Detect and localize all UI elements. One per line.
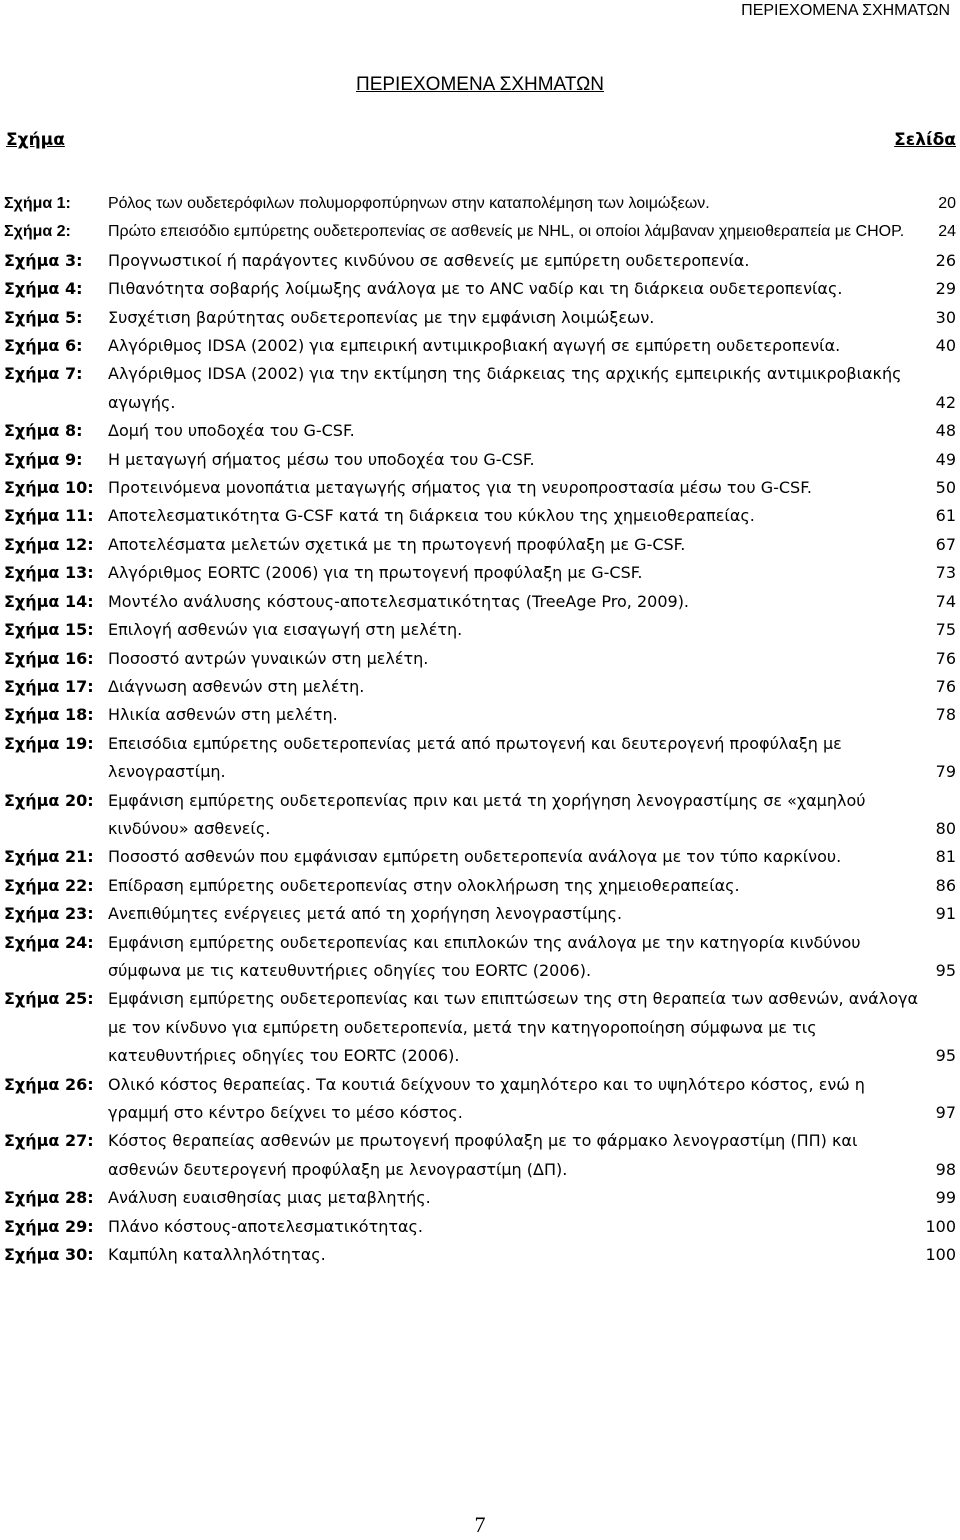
figure-entry — [0, 645, 960, 673]
figure-label: Σχήμα 15: — [4, 620, 94, 640]
figure-page-number: 76 — [935, 648, 956, 668]
figure-page-number: 81 — [935, 847, 956, 867]
figure-entry — [0, 616, 960, 644]
figure-entry — [0, 673, 960, 701]
figure-entry — [0, 588, 960, 616]
figure-entry — [0, 247, 960, 275]
figure-label: Σχήμα 14: — [4, 591, 94, 611]
figure-label: Σχήμα 1: — [4, 195, 71, 212]
figure-page-number: 48 — [935, 421, 956, 441]
figure-entry — [0, 1184, 960, 1212]
figure-caption: Επεισόδια εμπύρετης ουδετεροπενίας μετά από πρωτογενή και δευτερογενή προφύλαξη με λενογραστίμη. — [108, 733, 842, 782]
figure-label: Σχήμα 28: — [4, 1188, 94, 1208]
figure-page-number: 61 — [935, 506, 956, 526]
figure-caption: Καμπύλη καταλληλότητας. — [108, 1245, 326, 1265]
figure-caption: Αλγόριθμος IDSA (2002) για εμπειρική αντιμικροβιακή αγωγή σε εμπύρετη ουδετεροπενία. — [108, 336, 841, 356]
figure-entry — [0, 1127, 960, 1184]
figure-label: Σχήμα 16: — [4, 648, 94, 668]
figure-caption: Προτεινόμενα μονοπάτια μεταγωγής σήματος για τη νευροπροστασία μέσω του G-CSF. — [108, 478, 812, 498]
figure-entry — [0, 360, 960, 417]
figure-label: Σχήμα 24: — [4, 932, 94, 952]
figure-entry — [0, 332, 960, 360]
figure-entry — [0, 218, 960, 246]
figure-entry — [0, 985, 960, 1070]
figure-label: Σχήμα 12: — [4, 534, 94, 554]
figure-page-number: 67 — [935, 534, 956, 554]
figure-label: Σχήμα 17: — [4, 676, 94, 696]
figure-label: Σχήμα 29: — [4, 1216, 94, 1236]
figure-page-number: 79 — [935, 762, 956, 782]
figure-label: Σχήμα 8: — [4, 421, 83, 441]
figure-label: Σχήμα 3: — [4, 250, 83, 270]
figure-list — [0, 190, 960, 1269]
figure-caption: Ανεπιθύμητες ενέργειες μετά από τη χορήγηση λενογραστίμης. — [108, 904, 623, 924]
figure-page-number: 74 — [935, 591, 956, 611]
figure-label: Σχήμα 30: — [4, 1245, 94, 1265]
figure-page-number: 26 — [935, 250, 956, 270]
page-number: 7 — [474, 1512, 486, 1537]
figure-label: Σχήμα 20: — [4, 790, 94, 810]
figure-caption: Επίδραση εμπύρετης ουδετεροπενίας στην ολοκλήρωση της χημειοθεραπείας. — [108, 875, 740, 895]
figure-page-number: 86 — [935, 875, 956, 895]
figure-page-number: 80 — [935, 818, 956, 838]
figure-caption: Προγνωστικοί ή παράγοντες κινδύνου σε ασθενείς με εμπύρετη ουδετεροπενία. — [108, 250, 750, 270]
figure-caption: Ρόλος των ουδετερόφιλων πολυμορφοπύρηνων στην καταπολέμηση των λοιμώξεων. — [108, 195, 710, 212]
figure-caption: Ολικό κόστος θεραπείας. Τα κουτιά δείχνουν το χαμηλότερο και το υψηλότερο κόστος, ενώ η γραμμή στο κέντρο δείχνει το μέσο κόστος. — [108, 1074, 865, 1122]
figure-label: Σχήμα 22: — [4, 875, 94, 895]
figure-caption: Αλγόριθμος IDSA (2002) για την εκτίμηση της διάρκειας της αρχικής εμπειρικής αντιμικροβιακής αγωγής. — [108, 364, 902, 412]
figure-caption: Αποτελέσματα μελετών σχετικά με τη πρωτογενή προφύλαξη με G-CSF. — [108, 534, 686, 554]
figure-page-number: 95 — [935, 960, 956, 980]
figure-entry — [0, 872, 960, 900]
figure-label: Σχήμα 18: — [4, 705, 94, 725]
figure-caption: Αποτελεσματικότητα G-CSF κατά τη διάρκεια του κύκλου της χημειοθεραπείας. — [108, 506, 755, 526]
figure-label: Σχήμα 9: — [4, 449, 83, 469]
figure-label: Σχήμα 13: — [4, 563, 94, 583]
figure-page-number: 40 — [935, 336, 956, 356]
figure-entry — [0, 730, 960, 787]
figure-page-number: 29 — [935, 279, 956, 299]
figure-page-number: 24 — [938, 223, 956, 241]
figure-entry — [0, 275, 960, 303]
figure-caption: Συσχέτιση βαρύτητας ουδετεροπενίας με την εμφάνιση λοιμώξεων. — [108, 307, 655, 327]
figure-page-number: 75 — [935, 620, 956, 640]
figure-caption: Δομή του υποδοχέα του G-CSF. — [108, 421, 355, 441]
figure-entry — [0, 304, 960, 332]
figure-label: Σχήμα 27: — [4, 1131, 94, 1151]
figure-caption: Ποσοστό αντρών γυναικών στη μελέτη. — [108, 648, 429, 668]
figure-caption: Ηλικία ασθενών στη μελέτη. — [108, 705, 338, 725]
figure-caption: Η μεταγωγή σήματος μέσω του υποδοχέα του G-CSF. — [108, 449, 535, 469]
figure-page-number: 30 — [935, 307, 956, 327]
figure-caption: Ανάλυση ευαισθησίας μιας μεταβλητής. — [108, 1188, 431, 1208]
figure-label: Σχήμα 10: — [4, 478, 94, 498]
figure-caption: Πλάνο κόστους-αποτελεσματικότητας. — [108, 1216, 423, 1236]
figure-label: Σχήμα 2: — [4, 223, 71, 241]
figure-page-number: 99 — [935, 1188, 956, 1208]
column-header-page: Σελίδα — [894, 130, 956, 150]
figure-label: Σχήμα 7: — [4, 364, 83, 384]
figure-entry — [0, 900, 960, 928]
figure-caption: Κόστος θεραπείας ασθενών με πρωτογενή προφύλαξη με το φάρμακο λενογραστίμη (ΠΠ) και ασθενών δευτερογενή προφύλαξη με λενογραστίμη (ΔΠ). — [108, 1131, 858, 1179]
figure-entry — [0, 1071, 960, 1128]
figure-label: Σχήμα 19: — [4, 733, 94, 753]
figure-page-number: 98 — [935, 1159, 956, 1179]
figure-caption: Πρώτο επεισόδιο εμπύρετης ουδετεροπενίας σε ασθενείς με NHL, οι οποίοι λάμβαναν χημειοθεραπεία με CHOP. — [108, 223, 905, 241]
figure-label: Σχήμα 11: — [4, 506, 94, 526]
figure-label: Σχήμα 5: — [4, 307, 83, 327]
figure-caption: Ποσοστό ασθενών που εμφάνισαν εμπύρετη ουδετεροπενία ανάλογα με τον τύπο καρκίνου. — [108, 847, 842, 867]
figure-page-number: 91 — [935, 904, 956, 924]
figure-page-number: 20 — [938, 195, 956, 212]
figure-entry — [0, 502, 960, 530]
figure-page-number: 76 — [935, 676, 956, 696]
figure-page-number: 50 — [935, 478, 956, 498]
figure-page-number: 78 — [935, 705, 956, 725]
figure-entry — [0, 929, 960, 986]
figure-page-number: 42 — [935, 392, 956, 412]
figure-caption: Εμφάνιση εμπύρετης ουδετεροπενίας και των επιπτώσεων της στη θεραπεία των ασθενών, ανάλογα με τον κίνδυνο για εμπύρετη ουδετεροπενία, μετά την κατηγοροποίηση σύμφωνα με τις κατευθυντήριες οδηγίες του EORTC (2006). — [108, 989, 918, 1066]
figure-entry — [0, 701, 960, 729]
figure-label: Σχήμα 6: — [4, 336, 83, 356]
figure-page-number: 95 — [935, 1046, 956, 1066]
figure-page-number: 97 — [935, 1103, 956, 1122]
figure-label: Σχήμα 26: — [4, 1074, 94, 1094]
figure-label: Σχήμα 25: — [4, 989, 94, 1009]
page-title: ΠΕΡΙΕΧΟΜΕΝΑ ΣΧΗΜΑΤΩΝ — [355, 74, 604, 95]
figure-entry — [0, 531, 960, 559]
figure-caption: Διάγνωση ασθενών στη μελέτη. — [108, 676, 365, 696]
figure-caption: Εμφάνιση εμπύρετης ουδετεροπενίας πριν και μετά τη χορήγηση λενογραστίμης σε «χαμηλού κινδύνου» ασθενείς. — [108, 790, 866, 838]
figure-page-number: 73 — [935, 563, 956, 583]
figure-caption: Μοντέλο ανάλυσης κόστους-αποτελεσματικότητας (TreeAge Pro, 2009). — [108, 591, 690, 611]
figure-caption: Πιθανότητα σοβαρής λοίμωξης ανάλογα με το ANC ναδίρ και τη διάρκεια ουδετεροπενίας. — [108, 279, 843, 299]
figure-label: Σχήμα 23: — [4, 904, 94, 924]
figure-caption: Αλγόριθμος EORTC (2006) για τη πρωτογενή προφύλαξη με G-CSF. — [108, 563, 643, 583]
running-header: ΠΕΡΙΕΧΟΜΕΝΑ ΣΧΗΜΑΤΩΝ — [741, 2, 950, 19]
figure-entry — [0, 787, 960, 844]
figure-entry — [0, 559, 960, 587]
column-header-figure: Σχήμα — [6, 130, 65, 150]
figure-page-number: 49 — [935, 449, 956, 469]
figure-caption: Επιλογή ασθενών για εισαγωγή στη μελέτη. — [108, 620, 463, 640]
figure-label: Σχήμα 4: — [4, 279, 83, 299]
figure-entry — [0, 446, 960, 474]
figure-entry — [0, 1213, 960, 1241]
figure-entry — [0, 190, 960, 218]
figure-entry — [0, 474, 960, 502]
figure-entry — [0, 1241, 960, 1269]
figure-page-number: 100 — [925, 1216, 956, 1236]
figure-entry — [0, 417, 960, 445]
figure-label: Σχήμα 21: — [4, 847, 94, 867]
figure-caption: Εμφάνιση εμπύρετης ουδετεροπενίας και επιπλοκών της ανάλογα με την κατηγορία κινδύνου σύμφωνα με τις κατευθυντήριες οδηγίες του EORTC (2006). — [108, 932, 861, 980]
figure-page-number: 100 — [925, 1245, 956, 1265]
figure-entry — [0, 843, 960, 871]
